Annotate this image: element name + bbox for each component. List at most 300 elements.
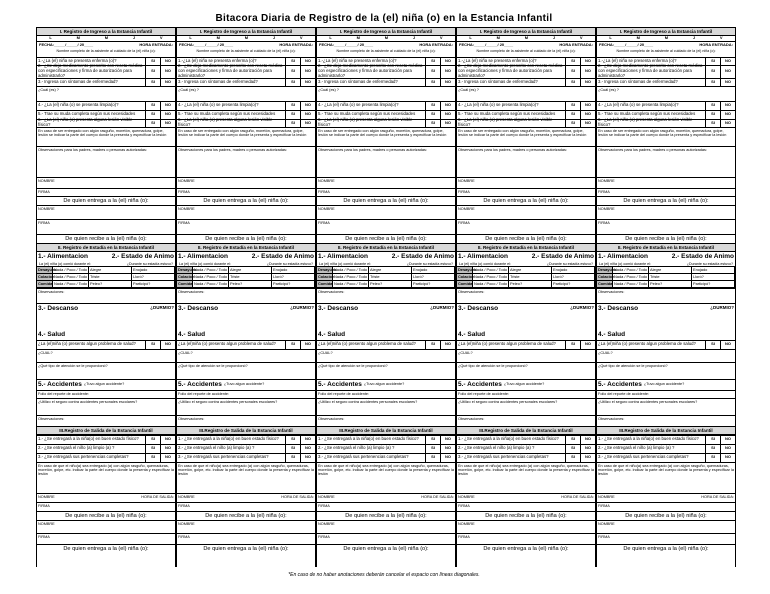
- observaciones-field: Observaciones:: [597, 415, 735, 426]
- no-checkbox[interactable]: NO: [300, 454, 315, 462]
- no-checkbox[interactable]: NO: [440, 436, 455, 444]
- firma-field: FIRMA: [177, 188, 315, 196]
- question-text: 4.- ¿La (el) niña (o) se presenta limpia(o)?: [38, 102, 119, 108]
- durmio-label: ¿DURMIO?: [150, 305, 174, 311]
- recibe-label: De quien recibe a la (el) niña (o):: [457, 234, 595, 243]
- meal-amount[interactable]: Nada / Poco / Todo: [474, 274, 508, 280]
- nombre-field: NOMBRE: [177, 205, 315, 219]
- hora-salida-row: [597, 493, 735, 502]
- mood-option[interactable]: Alegre: [509, 267, 552, 274]
- question-row: [177, 453, 315, 462]
- weekday-letter[interactable]: V: [579, 35, 583, 40]
- si-checkbox[interactable]: SI: [425, 79, 440, 86]
- firma-field: FIRMA: [457, 502, 595, 511]
- descanso-heading: 3.- Descanso: [38, 305, 79, 313]
- no-checkbox[interactable]: NO: [160, 454, 175, 462]
- no-checkbox[interactable]: NO: [720, 436, 735, 444]
- alim-sub: La (el) niña (o) comió durante el:: [599, 261, 651, 266]
- mood-option[interactable]: Participó?: [692, 281, 735, 288]
- weekday-letter[interactable]: M: [384, 35, 389, 40]
- si-checkbox[interactable]: SI: [705, 58, 720, 65]
- si-checkbox[interactable]: SI: [705, 111, 720, 119]
- si-checkbox[interactable]: SI: [145, 454, 160, 462]
- estado-animo-heading: 2.- Estado de Animo: [391, 253, 454, 261]
- mood-option[interactable]: Triste: [509, 274, 552, 281]
- si-checkbox[interactable]: SI: [285, 111, 300, 119]
- hora-entrada-field[interactable]: HORA ENTRADA:: [699, 42, 733, 47]
- meal-name: Desayuno: [38, 267, 57, 273]
- fecha-row: [37, 42, 175, 49]
- si-checkbox[interactable]: SI: [145, 111, 160, 119]
- meal-amount[interactable]: Nada / Poco / Todo: [54, 267, 88, 273]
- meal-amount[interactable]: Nada / Poco / Todo: [334, 281, 368, 287]
- no-checkbox[interactable]: NO: [440, 102, 455, 110]
- si-checkbox[interactable]: SI: [145, 66, 160, 78]
- mood-option[interactable]: Peleo?: [369, 281, 412, 288]
- question-row: [317, 119, 455, 127]
- si-checkbox[interactable]: SI: [285, 436, 300, 444]
- question-text: 2.- ¿Se deja medicamento prescrito con receta médica con especificaciones y firma de autorización para administrarlo?: [178, 63, 283, 79]
- estado-animo-heading: 2.- Estado de Animo: [251, 253, 314, 261]
- firma-field: FIRMA: [317, 188, 455, 196]
- meal-amount[interactable]: Nada / Poco / Todo: [194, 281, 228, 287]
- weekday-letter[interactable]: J: [272, 35, 276, 40]
- cual-field: ¿CUAL?: [457, 349, 595, 362]
- estado-animo-heading: 2.- Estado de Animo: [111, 253, 174, 261]
- mood-option[interactable]: Enojado: [692, 267, 735, 274]
- mood-option[interactable]: Alegre: [229, 267, 272, 274]
- hora-entrada-field[interactable]: HORA ENTRADA:: [419, 42, 453, 47]
- estado-animo-heading: 2.- Estado de Animo: [671, 253, 734, 261]
- hora-salida-row: [457, 493, 595, 502]
- no-checkbox[interactable]: NO: [580, 445, 595, 453]
- cual-field: ¿CUAL?: [37, 349, 175, 362]
- si-checkbox[interactable]: SI: [145, 436, 160, 444]
- meal-name: Colacion: [318, 274, 335, 280]
- weekday-letter[interactable]: V: [439, 35, 443, 40]
- durmio-label: ¿DURMIO?: [430, 305, 454, 311]
- observaciones-field: Observaciones:: [317, 288, 455, 303]
- meal-amount[interactable]: Nada / Poco / Todo: [614, 267, 648, 273]
- hora-salida-field[interactable]: HORA DE SALIDA:: [701, 494, 734, 499]
- meal-amount[interactable]: Nada / Poco / Todo: [334, 274, 368, 280]
- nombre-cuidado-label: Nombre completo de la asistente al cuidado de la (el) niña (o):: [56, 48, 156, 53]
- observaciones-padres-field: Observaciones para los padres, madres o personas autorizadas:: [37, 146, 175, 177]
- mood-option[interactable]: Lloró?: [552, 274, 595, 281]
- no-checkbox[interactable]: NO: [300, 120, 315, 127]
- si-checkbox[interactable]: SI: [705, 79, 720, 86]
- question-text: ¿La (el)niña (o) presento algun problema de salud?: [598, 341, 696, 347]
- observaciones-field: Observaciones:: [37, 288, 175, 303]
- si-checkbox[interactable]: SI: [285, 79, 300, 86]
- fecha-field[interactable]: FECHA:_____/_____/ 20____: [39, 42, 94, 47]
- descanso-heading: 3.- Descanso: [318, 305, 359, 313]
- si-checkbox[interactable]: SI: [565, 445, 580, 453]
- mood-option[interactable]: Enojado: [272, 267, 315, 274]
- si-checkbox[interactable]: SI: [705, 66, 720, 78]
- si-checkbox[interactable]: SI: [425, 58, 440, 65]
- question-row: [177, 435, 315, 444]
- question-row: [457, 101, 595, 110]
- no-checkbox[interactable]: NO: [300, 445, 315, 453]
- si-checkbox[interactable]: SI: [565, 102, 580, 110]
- si-checkbox[interactable]: SI: [425, 454, 440, 462]
- nombre-field: NOMBRE: [177, 177, 315, 188]
- meal-name: Desayuno: [178, 267, 197, 273]
- observaciones-padres-field: Observaciones para los padres, madres o personas autorizadas:: [177, 146, 315, 177]
- mood-option[interactable]: Peleo?: [229, 281, 272, 288]
- meal-name: Comida: [458, 281, 473, 287]
- si-checkbox[interactable]: SI: [285, 120, 300, 127]
- mood-option[interactable]: Alegre: [369, 267, 412, 274]
- si-checkbox[interactable]: SI: [705, 120, 720, 127]
- no-checkbox[interactable]: NO: [300, 58, 315, 65]
- no-checkbox[interactable]: NO: [160, 111, 175, 119]
- no-checkbox[interactable]: NO: [440, 111, 455, 119]
- descanso-row: [457, 303, 595, 330]
- descanso-row: [317, 303, 455, 330]
- mood-option[interactable]: Alegre: [89, 267, 132, 274]
- no-checkbox[interactable]: NO: [300, 66, 315, 78]
- lesion-note: En caso de ser entregado con algún rasguño, moretón, quemadura, golpe, lesión se indicar la parte del cuerpo donde la presenta y especificar la lesión: [177, 127, 315, 146]
- no-checkbox[interactable]: NO: [440, 66, 455, 78]
- no-checkbox[interactable]: NO: [300, 102, 315, 110]
- question-text: 3.- Ingresa con síntomas de enfermedad?: [458, 78, 538, 84]
- mood-option[interactable]: Participó?: [412, 281, 455, 288]
- si-checkbox[interactable]: SI: [145, 445, 160, 453]
- si-checkbox[interactable]: SI: [425, 111, 440, 119]
- si-checkbox[interactable]: SI: [285, 341, 300, 349]
- section-header-ingreso: I. Registro de Ingreso a la Estancia Infantil: [177, 27, 315, 36]
- hora-entrada-field[interactable]: HORA ENTRADA:: [139, 42, 173, 47]
- day-column: [176, 27, 316, 567]
- no-checkbox[interactable]: NO: [440, 120, 455, 127]
- hora-salida-row: [177, 493, 315, 502]
- weekday-letter[interactable]: J: [412, 35, 416, 40]
- no-checkbox[interactable]: NO: [300, 79, 315, 86]
- question-text: 2.- ¿Se deja medicamento prescrito con receta médica con especificaciones y firma de autorización para administrarlo?: [458, 63, 563, 79]
- meal-name: Desayuno: [458, 267, 477, 273]
- meal-amount[interactable]: Nada / Poco / Todo: [194, 267, 228, 273]
- si-checkbox[interactable]: SI: [145, 58, 160, 65]
- entrega-label: De quien entrega a la (el) niña (o):: [177, 196, 315, 205]
- weekday-letter[interactable]: M: [244, 35, 249, 40]
- weekday-letter[interactable]: M: [216, 35, 220, 40]
- si-checkbox[interactable]: SI: [565, 66, 580, 78]
- nombre-field: NOMBRE: [178, 494, 195, 499]
- mood-option[interactable]: Peleo?: [649, 281, 692, 288]
- no-checkbox[interactable]: NO: [720, 445, 735, 453]
- section-header-salida: III.Registro de Salida de la Estancia Infantil: [457, 426, 595, 435]
- no-checkbox[interactable]: NO: [160, 66, 175, 78]
- si-checkbox[interactable]: SI: [425, 341, 440, 349]
- si-checkbox[interactable]: SI: [145, 102, 160, 110]
- weekday-letter[interactable]: L: [49, 35, 52, 40]
- no-checkbox[interactable]: NO: [440, 79, 455, 86]
- question-text: 2.- ¿Se entregará el niño (a) limpio (a) ?: [178, 445, 255, 451]
- observaciones-field: Observaciones:: [317, 415, 455, 426]
- fecha-row: [317, 42, 455, 49]
- section-header-estadia: II. Registro de Estadía en la Estancia Infantil: [597, 243, 735, 252]
- no-checkbox[interactable]: NO: [580, 341, 595, 349]
- section-header-ingreso: I. Registro de Ingreso a la Estancia Infantil: [457, 27, 595, 36]
- entrega-label: De quien entrega a la (el) niña (o):: [177, 544, 315, 553]
- mood-option[interactable]: Lloró?: [132, 274, 175, 281]
- no-checkbox[interactable]: NO: [160, 445, 175, 453]
- si-checkbox[interactable]: SI: [705, 436, 720, 444]
- weekday-letter[interactable]: L: [469, 35, 472, 40]
- weekday-letter[interactable]: L: [329, 35, 332, 40]
- entrega-label: De quien entrega a la (el) niña (o):: [37, 544, 175, 553]
- section-header-salida: III.Registro de Salida de la Estancia Infantil: [177, 426, 315, 435]
- question-row: [317, 340, 455, 349]
- animo-sub: ¿Durante su estadía estuvo?: [126, 261, 173, 266]
- si-checkbox[interactable]: SI: [285, 58, 300, 65]
- meal-amount[interactable]: Nada / Poco / Todo: [54, 274, 88, 280]
- weekday-letter[interactable]: L: [609, 35, 612, 40]
- fecha-field[interactable]: FECHA:_____/_____/ 20____: [179, 42, 234, 47]
- question-row: [37, 453, 175, 462]
- hora-salida-field[interactable]: HORA DE SALIDA:: [561, 494, 594, 499]
- weekday-letter[interactable]: J: [552, 35, 556, 40]
- mood-option[interactable]: Lloró?: [272, 274, 315, 281]
- weekday-letter[interactable]: M: [664, 35, 669, 40]
- no-checkbox[interactable]: NO: [580, 58, 595, 65]
- no-checkbox[interactable]: NO: [160, 436, 175, 444]
- no-checkbox[interactable]: NO: [160, 341, 175, 349]
- mood-option[interactable]: Alegre: [649, 267, 692, 274]
- si-checkbox[interactable]: SI: [565, 341, 580, 349]
- firma-field: FIRMA: [37, 502, 175, 511]
- fecha-row: [457, 42, 595, 49]
- mood-option[interactable]: Triste: [229, 274, 272, 281]
- question-row: [597, 453, 735, 462]
- meal-amount[interactable]: Nada / Poco / Todo: [474, 281, 508, 287]
- si-checkbox[interactable]: SI: [705, 102, 720, 110]
- no-checkbox[interactable]: NO: [580, 436, 595, 444]
- firma-field: FIRMA: [177, 219, 315, 234]
- si-checkbox[interactable]: SI: [285, 66, 300, 78]
- nombre-field: NOMBRE: [317, 520, 455, 533]
- firma-field: FIRMA: [37, 188, 175, 196]
- question-text: ¿La (el)niña (o) presento algun problema de salud?: [318, 341, 416, 347]
- si-checkbox[interactable]: SI: [285, 102, 300, 110]
- folio-field: Folio del reporte de accidente:: [37, 390, 175, 398]
- observaciones-padres-field: Observaciones para los padres, madres o personas autorizadas:: [457, 146, 595, 177]
- question-row: [317, 453, 455, 462]
- no-checkbox[interactable]: NO: [720, 120, 735, 127]
- mood-option[interactable]: Triste: [89, 274, 132, 281]
- si-checkbox[interactable]: SI: [565, 58, 580, 65]
- section-header-estadia: II. Registro de Estadía en la Estancia Infantil: [457, 243, 595, 252]
- si-checkbox[interactable]: SI: [425, 120, 440, 127]
- no-checkbox[interactable]: NO: [440, 445, 455, 453]
- no-checkbox[interactable]: NO: [300, 341, 315, 349]
- nombre-field: NOMBRE: [458, 494, 475, 499]
- no-checkbox[interactable]: NO: [720, 66, 735, 78]
- mood-option[interactable]: Lloró?: [692, 274, 735, 281]
- durmio-label: ¿DURMIO?: [290, 305, 314, 311]
- no-checkbox[interactable]: NO: [300, 111, 315, 119]
- question-text: 4.- ¿La (el) niña (o) se presenta limpia(o)?: [458, 102, 539, 108]
- nombre-cuidado-label: Nombre completo de la asistente al cuidado de la (el) niña (o):: [476, 48, 576, 53]
- weekday-letter[interactable]: V: [159, 35, 163, 40]
- weekday-letter[interactable]: M: [496, 35, 500, 40]
- weekday-letter[interactable]: L: [189, 35, 192, 40]
- si-checkbox[interactable]: SI: [285, 445, 300, 453]
- mood-option[interactable]: Participó?: [552, 281, 595, 288]
- no-checkbox[interactable]: NO: [160, 58, 175, 65]
- mood-option[interactable]: Participó?: [272, 281, 315, 288]
- mood-option[interactable]: Participó?: [132, 281, 175, 288]
- hora-salida-field[interactable]: HORA DE SALIDA:: [421, 494, 454, 499]
- si-checkbox[interactable]: SI: [425, 436, 440, 444]
- no-checkbox[interactable]: NO: [720, 454, 735, 462]
- cual-field: ¿CUAL?: [597, 349, 735, 362]
- folio-field: Folio del reporte de accidente:: [317, 390, 455, 398]
- lesion-note: En caso de ser entregado con algún rasguño, moretón, quemadura, golpe, lesión se indicar la parte del cuerpo donde la presenta y especificar la lesión: [37, 127, 175, 146]
- fecha-field[interactable]: FECHA:_____/_____/ 20____: [599, 42, 654, 47]
- no-checkbox[interactable]: NO: [580, 79, 595, 86]
- weekday-letter[interactable]: M: [104, 35, 109, 40]
- weekday-letter[interactable]: J: [132, 35, 136, 40]
- si-checkbox[interactable]: SI: [565, 111, 580, 119]
- no-checkbox[interactable]: NO: [720, 58, 735, 65]
- fecha-field[interactable]: FECHA:_____/_____/ 20____: [459, 42, 514, 47]
- si-checkbox[interactable]: SI: [425, 445, 440, 453]
- animo-sub: ¿Durante su estadía estuvo?: [546, 261, 593, 266]
- no-checkbox[interactable]: NO: [720, 111, 735, 119]
- mood-option[interactable]: Peleo?: [89, 281, 132, 288]
- hora-salida-field[interactable]: HORA DE SALIDA:: [281, 494, 314, 499]
- mood-option[interactable]: Triste: [649, 274, 692, 281]
- weekday-letter[interactable]: M: [636, 35, 640, 40]
- nombre-field: NOMBRE: [37, 520, 175, 533]
- mood-option[interactable]: Enojado: [412, 267, 455, 274]
- nombre-field: NOMBRE: [37, 205, 175, 219]
- no-checkbox[interactable]: NO: [580, 102, 595, 110]
- weekday-letter[interactable]: J: [692, 35, 696, 40]
- meal-amount[interactable]: Nada / Poco / Todo: [474, 267, 508, 273]
- si-checkbox[interactable]: SI: [565, 120, 580, 127]
- si-checkbox[interactable]: SI: [705, 341, 720, 349]
- meal-amount[interactable]: Nada / Poco / Todo: [614, 281, 648, 287]
- no-checkbox[interactable]: NO: [160, 79, 175, 86]
- mood-option[interactable]: Enojado: [552, 267, 595, 274]
- meal-amount[interactable]: Nada / Poco / Todo: [194, 274, 228, 280]
- question-text: 4.- ¿La (el) niña (o) se presenta limpia(o)?: [598, 102, 679, 108]
- si-checkbox[interactable]: SI: [565, 79, 580, 86]
- hora-salida-field[interactable]: HORA DE SALIDA:: [141, 494, 174, 499]
- si-checkbox[interactable]: SI: [425, 66, 440, 78]
- firma-field: FIRMA: [37, 219, 175, 234]
- meal-name: Desayuno: [318, 267, 337, 273]
- si-checkbox[interactable]: SI: [145, 120, 160, 127]
- recibe-label: De quien recibe a la (el) niña (o):: [597, 234, 735, 243]
- no-checkbox[interactable]: NO: [720, 79, 735, 86]
- fecha-field[interactable]: FECHA:_____/_____/ 20____: [319, 42, 374, 47]
- question-text: 1.-¿La (el) niña se presenta enferma (o)?: [318, 57, 397, 63]
- no-checkbox[interactable]: NO: [440, 58, 455, 65]
- weekday-letter[interactable]: M: [356, 35, 360, 40]
- firma-field: FIRMA: [457, 533, 595, 544]
- weekday-letter[interactable]: M: [76, 35, 80, 40]
- mood-option[interactable]: Lloró?: [412, 274, 455, 281]
- mood-option[interactable]: Enojado: [132, 267, 175, 274]
- firma-field: FIRMA: [597, 533, 735, 544]
- si-checkbox[interactable]: SI: [565, 454, 580, 462]
- hora-entrada-field[interactable]: HORA ENTRADA:: [559, 42, 593, 47]
- si-checkbox[interactable]: SI: [705, 454, 720, 462]
- question-row: [597, 78, 735, 86]
- nombre-cuidado-label: Nombre completo de la asistente al cuidado de la (el) niña (o):: [336, 48, 436, 53]
- no-checkbox[interactable]: NO: [720, 341, 735, 349]
- firma-field: FIRMA: [457, 188, 595, 196]
- nombre-field: NOMBRE: [317, 205, 455, 219]
- weekday-letter[interactable]: M: [524, 35, 529, 40]
- footer-note: *En caso de no haber anotaciones deberán cancelar el espacio con líneas diagonales.: [288, 572, 480, 578]
- descanso-heading: 3.- Descanso: [598, 305, 639, 313]
- meal-name: Colacion: [178, 274, 195, 280]
- si-checkbox[interactable]: SI: [565, 436, 580, 444]
- no-checkbox[interactable]: NO: [580, 454, 595, 462]
- question-row: [37, 444, 175, 453]
- si-checkbox[interactable]: SI: [425, 102, 440, 110]
- recibe-label: De quien recibe a la (el) niña (o):: [37, 234, 175, 243]
- meal-name: Colacion: [458, 274, 475, 280]
- si-checkbox[interactable]: SI: [285, 454, 300, 462]
- alim-sub: La (el) niña (o) comió durante el:: [319, 261, 371, 266]
- fecha-row: [177, 42, 315, 49]
- hora-salida-row: [37, 493, 175, 502]
- no-checkbox[interactable]: NO: [160, 102, 175, 110]
- no-checkbox[interactable]: NO: [580, 66, 595, 78]
- accidente-question: ¿Tuvo algun accidente?: [83, 382, 125, 387]
- no-checkbox[interactable]: NO: [580, 111, 595, 119]
- recibe-label: De quien recibe a la (el) niña (o):: [177, 511, 315, 520]
- mood-option[interactable]: Peleo?: [509, 281, 552, 288]
- weekday-letter[interactable]: V: [719, 35, 723, 40]
- question-text: 3.- ¿Se entregará sus pertenencias completas?: [38, 454, 129, 460]
- no-checkbox[interactable]: NO: [720, 102, 735, 110]
- no-checkbox[interactable]: NO: [580, 120, 595, 127]
- si-checkbox[interactable]: SI: [145, 79, 160, 86]
- meals-table: [177, 266, 315, 288]
- hora-entrada-field[interactable]: HORA ENTRADA:: [279, 42, 313, 47]
- no-checkbox[interactable]: NO: [440, 454, 455, 462]
- question-row: [597, 65, 735, 78]
- si-checkbox[interactable]: SI: [705, 445, 720, 453]
- recibe-label: De quien recibe a la (el) niña (o):: [177, 234, 315, 243]
- no-checkbox[interactable]: NO: [300, 436, 315, 444]
- nombre-field: NOMBRE: [177, 520, 315, 533]
- question-text: 6.- ¿La (el) niña (o) presenta alguna lesión visible físico?: [598, 117, 693, 128]
- no-checkbox[interactable]: NO: [440, 341, 455, 349]
- lesion-note: En caso de ser entregado con algún rasguño, moretón, quemadura, golpe, lesión se indicar la parte del cuerpo donde la presenta y especificar la lesión: [317, 127, 455, 146]
- observaciones-field: Observaciones:: [177, 288, 315, 303]
- meal-amount[interactable]: Nada / Poco / Todo: [54, 281, 88, 287]
- no-checkbox[interactable]: NO: [160, 120, 175, 127]
- meal-amount[interactable]: Nada / Poco / Todo: [614, 274, 648, 280]
- meal-amount[interactable]: Nada / Poco / Todo: [334, 267, 368, 273]
- accidente-question: ¿Tuvo algun accidente?: [643, 382, 685, 387]
- weekday-letter[interactable]: V: [299, 35, 303, 40]
- alim-header: [457, 252, 595, 261]
- question-row: [177, 101, 315, 110]
- folio-sub: ¿Utilizo el seguro contra accidentes personales escolares?: [37, 398, 175, 415]
- mood-option[interactable]: Triste: [369, 274, 412, 281]
- si-checkbox[interactable]: SI: [145, 341, 160, 349]
